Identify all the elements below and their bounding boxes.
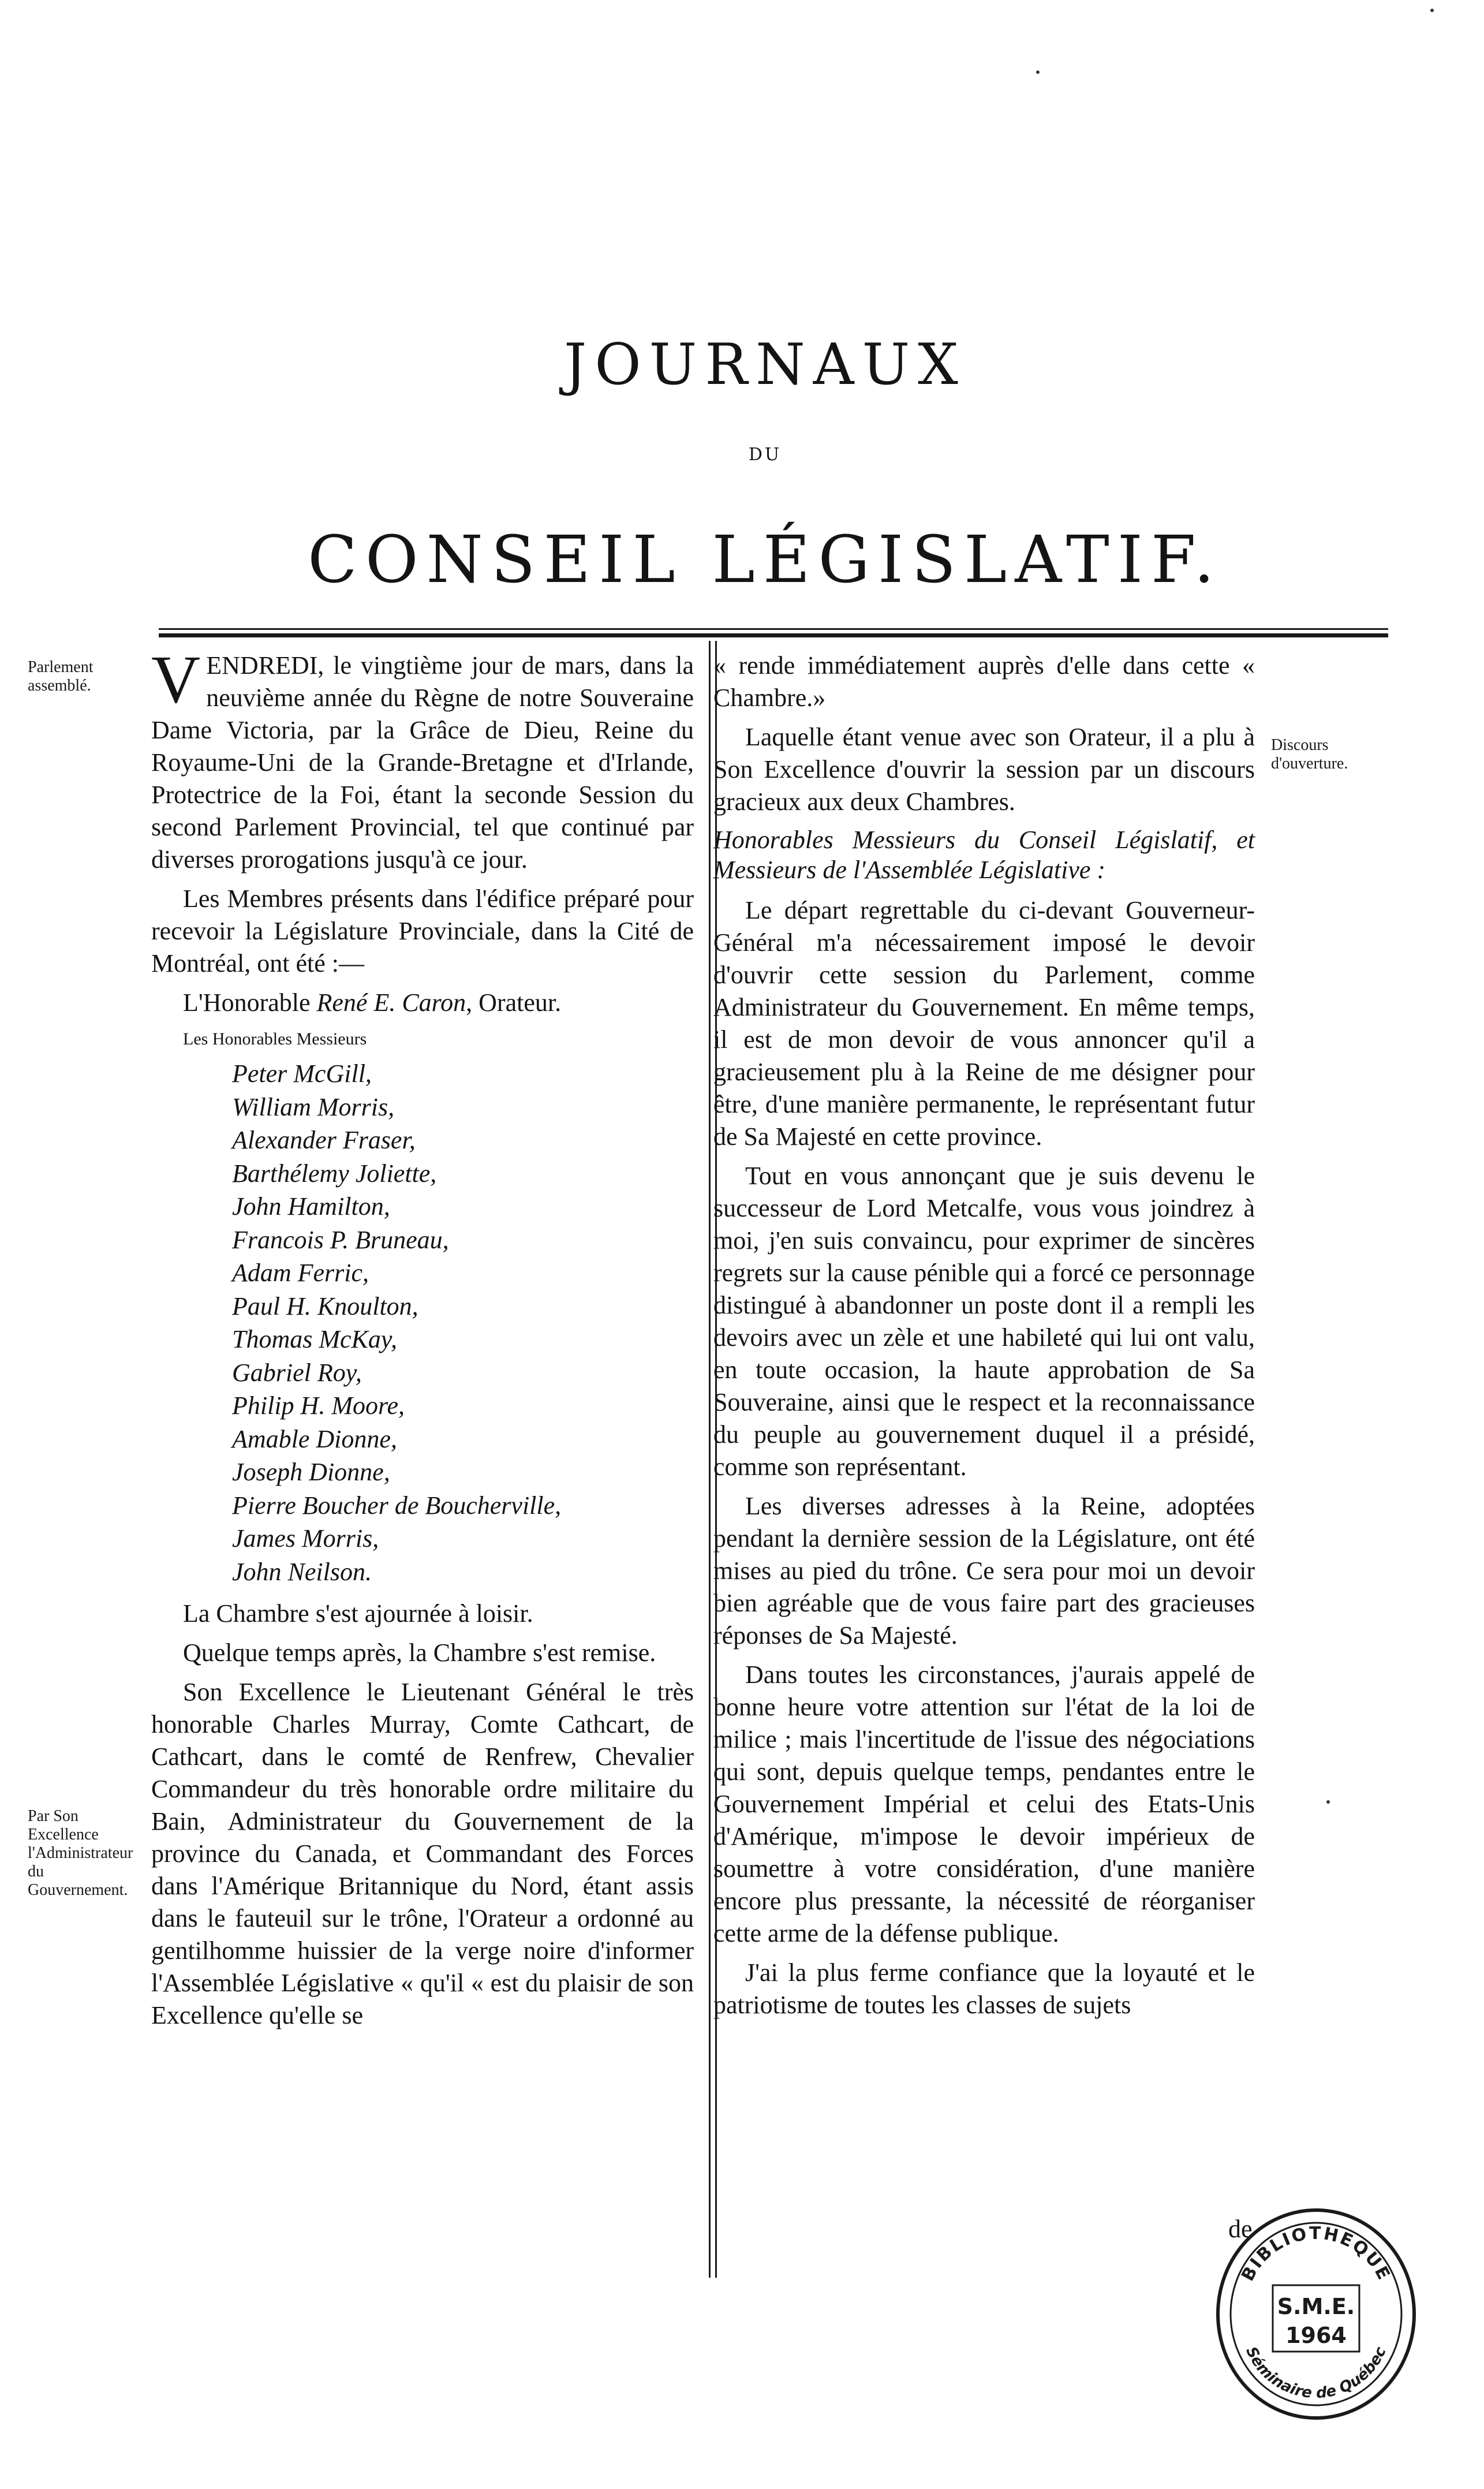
speech-paragraph-1: Le départ regrettable du ci-devant Gouverneur-Général m'a nécessairement imposé le devoir d'ouvrir cette session du Parlement, comme Administrateur du Gouvernement. En même temps, il est de mon devoir de vous annoncer qu'il a gracieusement plu à la Reine de me désigner pour être, d'une manière permanente, le représentant futur de Sa Majesté en cette province. — [713, 896, 1255, 1151]
member-name: John Hamilton, — [232, 1192, 390, 1221]
stamp-bottom-text: Séminaire de Québec — [1242, 2344, 1390, 2402]
opening-paragraph-text: ENDREDI, le vingtième jour de mars, dans la neuvième année du Règne de notre Souveraine Dame Victoria, par la Grâce de Dieu, Reine du Royaume-Uni de la Grande-Bretagne et d'Irlande, Protectrice de la Foi, étant la seconde Session du second Parlement Provincial, tel que continué par diverses prorogations jusqu'à ce jour. — [151, 651, 694, 874]
member-name: Alexander Fraser, — [232, 1126, 416, 1154]
header-rule-thick — [159, 633, 1388, 637]
stamp-top-text: BIBLIOTHEQUE — [1238, 2223, 1395, 2285]
stamp-line2: 1964 — [1285, 2323, 1347, 2348]
left-column — [151, 641, 694, 2039]
member-name: Gabriel Roy, — [232, 1358, 362, 1387]
member-name: James Morris, — [232, 1524, 379, 1553]
journal-title: JOURNAUX — [564, 332, 966, 398]
orateur-suffix: , Orateur. — [466, 988, 562, 1017]
library-stamp — [1206, 2199, 1426, 2430]
stamp-line1: S.M.E. — [1277, 2294, 1355, 2319]
member-name: John Neilson. — [232, 1557, 372, 1586]
right-column — [713, 650, 1255, 2028]
drop-cap: V — [151, 641, 201, 717]
journal-subtitle: CONSEIL LÉGISLATIF. — [308, 523, 1223, 598]
margin-note-par-son-excellence: Par Son Excellence l'Administrateur du Gouvernement. — [28, 1807, 133, 1899]
excellency-paragraph: Son Excellence le Lieutenant Général le très honorable Charles Murray, Comte Cathcart, de Cathcart, dans le comté de Renfrew, Chevalier Commandeur du très honorable ordre militaire du Bain, Administrateur du Gouvernement de la province du Canada, et Commandant des Forces dans l'Amérique Britannique du Nord, étant assis dans le fauteuil sur le trône, l'Orateur a ordonné au gentilhomme huissier de la verge noire d'informer l'Assemblée Législative « qu'il « est du plaisir de son Excellence qu'elle se — [151, 1678, 694, 2029]
member-name: Peter McGill, — [232, 1059, 372, 1088]
member-name: Francois P. Bruneau, — [232, 1225, 449, 1254]
header-rule-thin — [159, 628, 1388, 630]
members-intro-paragraph: Les Membres présents dans l'édifice préparé pour recevoir la Législature Provinciale, dans la Cité de Montréal, ont été :— — [151, 885, 694, 977]
honorables-heading: Les Honorables Messieurs — [183, 1029, 367, 1048]
print-speck — [1430, 9, 1434, 12]
speech-paragraph-4: Dans toutes les circonstances, j'aurais appelé de bonne heure votre attention sur l'état de la loi de milice ; mais l'incertitude de l'issue des négociations qui sont, depuis quelque temps, pendantes entre le Gouvernement Impérial et celui des Etats-Unis d'Amérique, m'impose le devoir impérieux de soumettre à votre considération, d'une manière encore plus pressante, la nécessité de réorganiser cette arme de la défense publique. — [713, 1660, 1255, 1947]
catchword: de — [1228, 2215, 1253, 2243]
library-stamp-graphic — [1206, 2199, 1426, 2430]
address-heading: Honorables Messieurs du Conseil Législatif, et Messieurs de l'Assemblée Législative : — [713, 826, 1255, 884]
member-name: Thomas McKay, — [232, 1325, 397, 1353]
speech-paragraph-3: Les diverses adresses à la Reine, adoptées pendant la dernière session de la Législature, ont été mises au pied du trône. Ce sera pour moi un devoir bien agréable que de vous faire part des gracieuses réponses de Sa Majesté. — [713, 1492, 1255, 1650]
members-list — [232, 1057, 694, 1588]
print-speck — [1036, 70, 1040, 74]
orateur-name: René E. Caron — [316, 988, 466, 1017]
member-name: Philip H. Moore, — [232, 1391, 405, 1420]
adjourned-paragraph: La Chambre s'est ajournée à loisir. — [183, 1599, 533, 1628]
member-name: Pierre Boucher de Boucherville, — [232, 1491, 562, 1520]
speech-paragraph-2: Tout en vous annonçant que je suis devenu le successeur de Lord Metcalfe, vous vous joindrez à moi, j'en suis convaincu, pour exprimer de sincères regrets sur la cause pénible qui a forcé ce personnage distingué à abandonner un poste dont il a rempli les devoirs avec un zèle et une habileté qui lui ont valu, en toute occasion, la haute approbation de Sa Souveraine, ainsi que le respect et la reconnaissance du peuple au gouvernement duquel il a présidé, comme son représentant. — [713, 1162, 1255, 1481]
orateur-prefix: L'Honorable — [183, 988, 317, 1017]
arrival-paragraph: Laquelle étant venue avec son Orateur, il a plu à Son Excellence d'ouvrir la session par un discours gracieux aux deux Chambres. — [713, 723, 1255, 816]
opening-paragraph — [151, 641, 694, 876]
member-name: Barthélemy Joliette, — [232, 1159, 437, 1188]
journal-title-connector: DU — [748, 445, 782, 465]
member-name: Joseph Dionne, — [232, 1458, 390, 1486]
member-name: Amable Dionne, — [232, 1424, 397, 1453]
margin-note-parlement: Parlement assemblé. — [28, 658, 94, 695]
member-name: Paul H. Knoulton, — [232, 1292, 418, 1320]
margin-note-discours: Discours d'ouverture. — [1271, 736, 1348, 773]
quote-continuation: « rende immédiatement auprès d'elle dans cette « Chambre.» — [713, 651, 1255, 712]
member-name: William Morris, — [232, 1092, 395, 1121]
orateur-line — [151, 987, 694, 1019]
speech-paragraph-5: J'ai la plus ferme confiance que la loyauté et le patriotisme de toutes les classes de sujets — [713, 1958, 1255, 2019]
column-divider-left — [709, 641, 711, 2278]
member-name: Adam Ferric, — [232, 1259, 369, 1287]
print-speck — [1326, 1800, 1330, 1804]
resumed-paragraph: Quelque temps après, la Chambre s'est remise. — [183, 1639, 656, 1667]
